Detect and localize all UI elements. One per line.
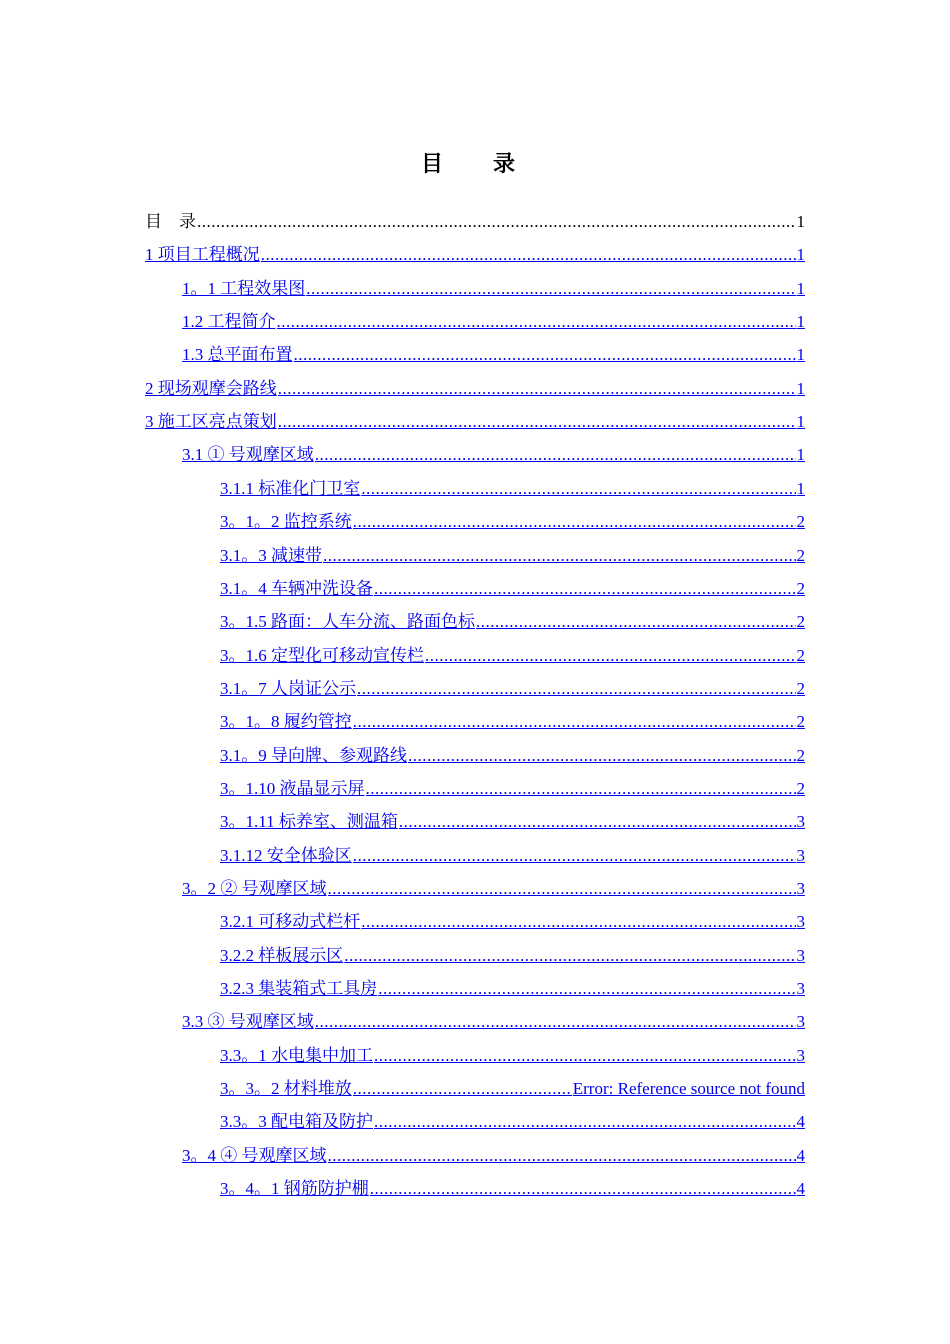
- toc-entry-page: 3: [796, 1012, 805, 1032]
- toc-dot-leader: [366, 777, 796, 801]
- toc-entry-label: 1.3 总平面布置: [182, 345, 293, 365]
- toc-dot-leader: [328, 877, 796, 901]
- toc-entry[interactable]: [182, 277, 805, 301]
- toc-dot-leader: [476, 610, 796, 634]
- toc-entry[interactable]: [182, 877, 805, 901]
- toc-entry-page: 2: [796, 678, 805, 698]
- toc-entry-page: 1: [796, 412, 805, 432]
- toc-entry: [145, 210, 805, 234]
- toc-entry-label: 3.1。9 导向牌、参观路线: [220, 745, 407, 765]
- toc-entry-label: 3。4。1 钢筋防护棚: [220, 1179, 369, 1199]
- toc-dot-leader: [408, 744, 796, 768]
- toc-entry-page: 1: [796, 212, 805, 231]
- toc-entry-label: 3.1。4 车辆冲洗设备: [220, 578, 373, 598]
- toc-dot-leader: [370, 1177, 796, 1201]
- toc-dot-leader: [353, 710, 796, 734]
- toc-entry-label: 3。4 ④ 号观摩区域: [182, 1145, 327, 1165]
- toc-entry-label: 3.2.1 可移动式栏杆: [220, 912, 361, 932]
- toc-entry[interactable]: [220, 477, 805, 501]
- toc-entry[interactable]: [220, 1077, 805, 1101]
- toc-entry[interactable]: [220, 777, 805, 801]
- toc-dot-leader: [197, 210, 796, 234]
- toc-entry-page: 3: [796, 1045, 805, 1065]
- toc-dot-leader: [261, 243, 796, 267]
- toc-entry-label: 3.1。3 减速带: [220, 545, 322, 565]
- toc-dot-leader: [361, 910, 795, 934]
- toc-entry[interactable]: [182, 310, 805, 334]
- toc-dot-leader: [374, 1044, 796, 1068]
- toc-entry-label: 2 现场观摩会路线: [145, 378, 277, 398]
- toc-entry-label: 1。1 工程效果图: [182, 278, 306, 298]
- toc-entry[interactable]: [220, 977, 805, 1001]
- toc-entry-page: 3: [796, 812, 805, 832]
- toc-entry-page: 1: [796, 478, 805, 498]
- toc-entry[interactable]: [220, 744, 805, 768]
- toc-entry[interactable]: [220, 644, 805, 668]
- toc-entry-page: 4: [796, 1112, 805, 1132]
- toc-entry-page: 2: [796, 545, 805, 565]
- toc-entry[interactable]: [220, 810, 805, 834]
- toc-entry[interactable]: [145, 243, 805, 267]
- toc-dot-leader: [294, 343, 796, 367]
- toc-entry-page: 2: [796, 778, 805, 798]
- toc-entry[interactable]: [220, 844, 805, 868]
- toc-entry[interactable]: [145, 377, 805, 401]
- toc-entry[interactable]: [220, 710, 805, 734]
- toc-dot-leader: [315, 1010, 796, 1034]
- toc-dot-leader: [374, 1110, 796, 1134]
- toc-entry-page: 3: [796, 845, 805, 865]
- toc-dot-leader: [306, 277, 795, 301]
- toc-dot-leader: [361, 477, 795, 501]
- toc-entry[interactable]: [182, 1144, 805, 1168]
- toc-entry[interactable]: [182, 443, 805, 467]
- toc-entry-label: 1.2 工程简介: [182, 312, 276, 332]
- toc-entry[interactable]: [220, 1044, 805, 1068]
- toc-entry-page: 3: [796, 912, 805, 932]
- toc-entry-label: 3。1.11 标养室、测温箱: [220, 812, 398, 832]
- toc-entry[interactable]: [220, 677, 805, 701]
- toc-entry-label: 3.1 ① 号观摩区域: [182, 445, 314, 465]
- toc-entry-page: 1: [796, 245, 805, 265]
- toc-entry[interactable]: [220, 544, 805, 568]
- toc-dot-leader: [315, 443, 796, 467]
- toc-dot-leader: [353, 844, 796, 868]
- toc-entry-page: 3: [796, 879, 805, 898]
- toc-entry-page: 2: [796, 512, 805, 532]
- toc-entry-label: 3.3。1 水电集中加工: [220, 1045, 373, 1065]
- toc-entry-page: 1: [796, 312, 805, 332]
- toc-entry-label: 目 录: [145, 212, 196, 231]
- toc-dot-leader: [344, 944, 795, 968]
- toc-entry-page: 3: [796, 945, 805, 965]
- toc-entry-page: 4: [796, 1145, 805, 1165]
- toc-entry[interactable]: [220, 510, 805, 534]
- toc-dot-leader: [357, 677, 796, 701]
- toc-dot-leader: [278, 377, 796, 401]
- toc-dot-leader: [425, 644, 796, 668]
- toc-entry-label: 3 施工区亮点策划: [145, 412, 277, 432]
- toc-entry-label: 3。1。2 监控系统: [220, 512, 352, 532]
- toc-entry-page: 3: [796, 979, 805, 999]
- toc-entry-label: 3.2.2 样板展示区: [220, 945, 344, 965]
- toc-entry-page: 2: [796, 645, 805, 665]
- toc-entry-page: 4: [796, 1179, 805, 1199]
- toc-entry-label: 3。3。2 材料堆放: [220, 1079, 352, 1099]
- toc-entry-page: 1: [796, 445, 805, 465]
- toc-entry-page: 1: [796, 345, 805, 365]
- toc-entry[interactable]: [220, 1177, 805, 1201]
- toc-entry-label: 3.2.3 集装箱式工具房: [220, 979, 378, 999]
- toc-entry[interactable]: [220, 944, 805, 968]
- toc-entry[interactable]: [145, 410, 805, 434]
- toc-dot-leader: [399, 810, 796, 834]
- toc-dot-leader: [378, 977, 795, 1001]
- toc-dot-leader: [323, 544, 796, 568]
- toc-entry-label: 3。1.6 定型化可移动宣传栏: [220, 645, 424, 665]
- toc-entry-label: 3。1.10 液晶显示屏: [220, 778, 365, 798]
- toc-entry-label: 3.1.12 安全体验区: [220, 845, 352, 865]
- toc-dot-leader: [353, 510, 796, 534]
- toc-entry-page: 2: [796, 612, 805, 632]
- toc-entry-label: 3。1。8 履约管控: [220, 712, 352, 732]
- toc-entry-page: 2: [796, 712, 805, 732]
- toc-entry-label: 1 项目工程概况: [145, 245, 260, 265]
- toc-entry[interactable]: [220, 1110, 805, 1134]
- toc-entry-label: 3.1.1 标准化门卫室: [220, 478, 361, 498]
- toc-entry-label: 3.1。7 人岗证公示: [220, 678, 356, 698]
- toc-entry-page: 1: [796, 378, 805, 398]
- toc-entry-label: 3.3 ③ 号观摩区域: [182, 1012, 314, 1032]
- toc-entry[interactable]: [182, 1010, 805, 1034]
- toc-dot-leader: [353, 1077, 572, 1101]
- toc-entry-page: 2: [796, 578, 805, 598]
- toc-entry-label: 3。2 ② 号观摩区域: [182, 879, 327, 898]
- toc-dot-leader: [328, 1144, 796, 1168]
- toc-entry[interactable]: [182, 343, 805, 367]
- toc-entry[interactable]: [220, 577, 805, 601]
- toc-dot-leader: [277, 310, 796, 334]
- toc-entry-label: 3。1.5 路面：人车分流、路面色标: [220, 612, 475, 632]
- toc-entry-page: 1: [796, 278, 805, 298]
- toc-dot-leader: [374, 577, 796, 601]
- toc-entry[interactable]: [220, 610, 805, 634]
- toc-dot-leader: [278, 410, 796, 434]
- toc-entry[interactable]: [220, 910, 805, 934]
- toc-entry-label: 3.3。3 配电箱及防护: [220, 1112, 373, 1132]
- toc-entry-page: Error: Reference source not found: [572, 1079, 805, 1099]
- toc-title: 目 录: [420, 151, 529, 176]
- toc-entry-page: 2: [796, 745, 805, 765]
